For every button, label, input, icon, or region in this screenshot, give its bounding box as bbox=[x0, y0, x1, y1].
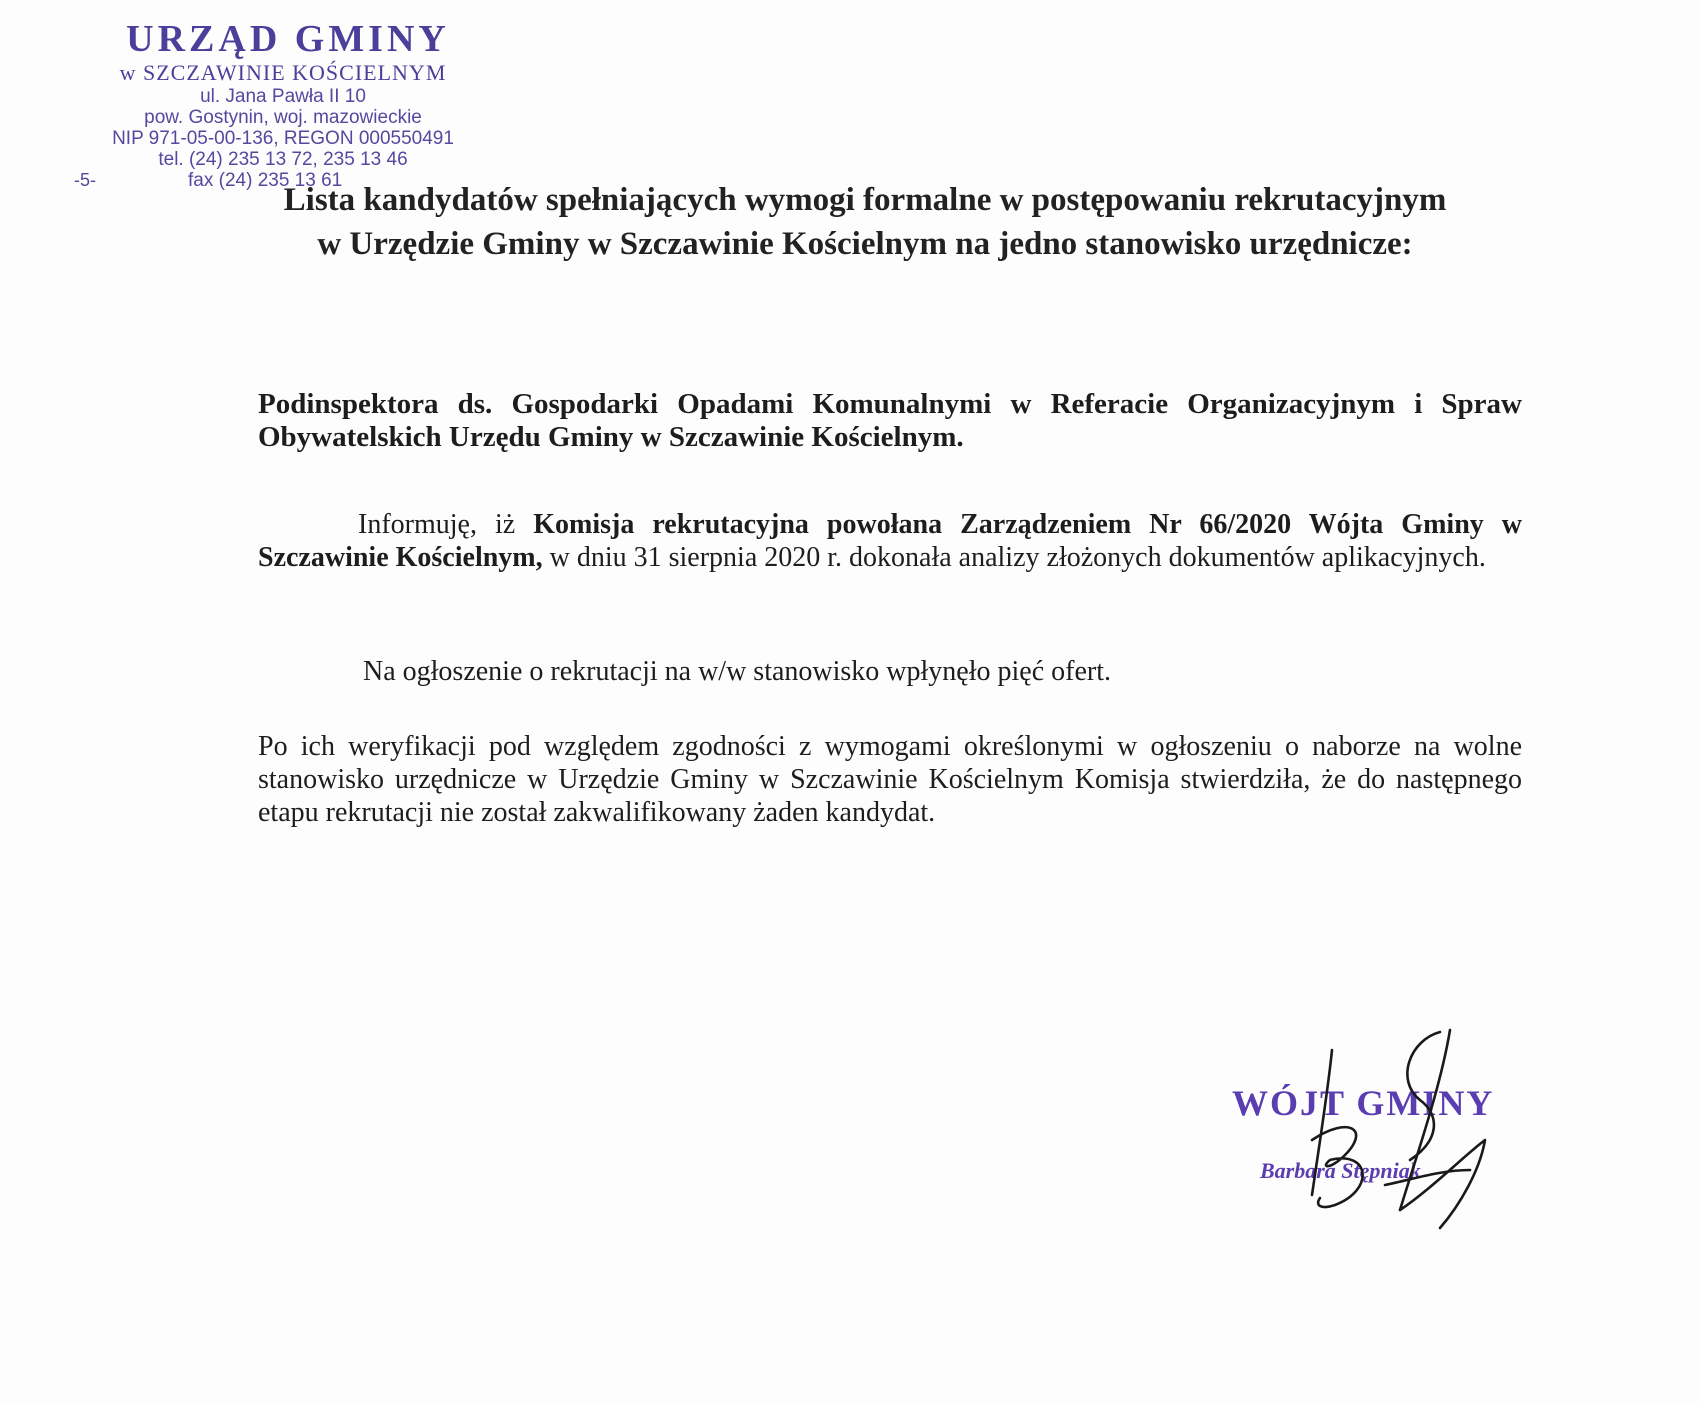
stamp-county: pow. Gostynin, woj. mazowieckie bbox=[144, 107, 422, 128]
offers-paragraph: Na ogłoszenie o rekrutacji na w/w stanowisko wpłynęło pięć ofert. bbox=[363, 656, 1112, 687]
stamp-street: ul. Jana Pawła II 10 bbox=[200, 86, 366, 107]
committee-info-paragraph bbox=[258, 508, 1522, 574]
handwritten-signature-icon bbox=[1290, 1020, 1520, 1240]
stamp-office-place: w SZCZAWINIE KOŚCIELNYM bbox=[119, 60, 447, 85]
stamp-phone: tel. (24) 235 13 72, 235 13 46 bbox=[158, 149, 408, 170]
stamp-office-name: URZĄD GMINY bbox=[126, 18, 450, 60]
stamp-number: -5- bbox=[74, 170, 96, 190]
stamp-fax: fax (24) 235 13 61 bbox=[188, 170, 343, 191]
position-name: Podinspektora ds. Gospodarki Opadami Komunalnymi w Referacie Organizacyjnym i Spraw Obywatelskich Urzędu Gminy w Szczawinie Kościelnym. bbox=[258, 388, 1522, 453]
info-rest: w dniu 31 sierpnia 2020 r. dokonała analizy złożonych dokumentów aplikacyjnych. bbox=[542, 542, 1486, 573]
office-stamp bbox=[68, 18, 498, 192]
info-lead: Informuję, iż bbox=[358, 509, 534, 540]
stamp-ids: NIP 971-05-00-136, REGON 000550491 bbox=[112, 128, 454, 149]
committee-reference: Komisja rekrutacyjna powołana Zarządzeniem Nr 66/2020 Wójta Gminy w Szczawinie Kościelnym, bbox=[258, 509, 1523, 573]
document-title: Lista kandydatów spełniających wymogi formalne w postępowaniu rekrutacyjnym w Urzędzie Gminy w Szczawinie Kościelnym na jedno stanowisko urzędnicze: bbox=[283, 182, 1447, 262]
verification-paragraph: Po ich weryfikacji pod względem zgodności z wymogami określonymi w ogłoszeniu o naborze na wolne stanowisko urzędnicze w Urzędzie Gminy w Szczawinie Kościelnym Komisja stwierdziła, że do następnego etapu rekrutacji nie został zakwalifikowany żaden kandydat. bbox=[258, 731, 1522, 828]
signature-name: Barbara Stępniak bbox=[1260, 1158, 1421, 1183]
signature-title: WÓJT GMINY bbox=[1232, 1083, 1495, 1123]
